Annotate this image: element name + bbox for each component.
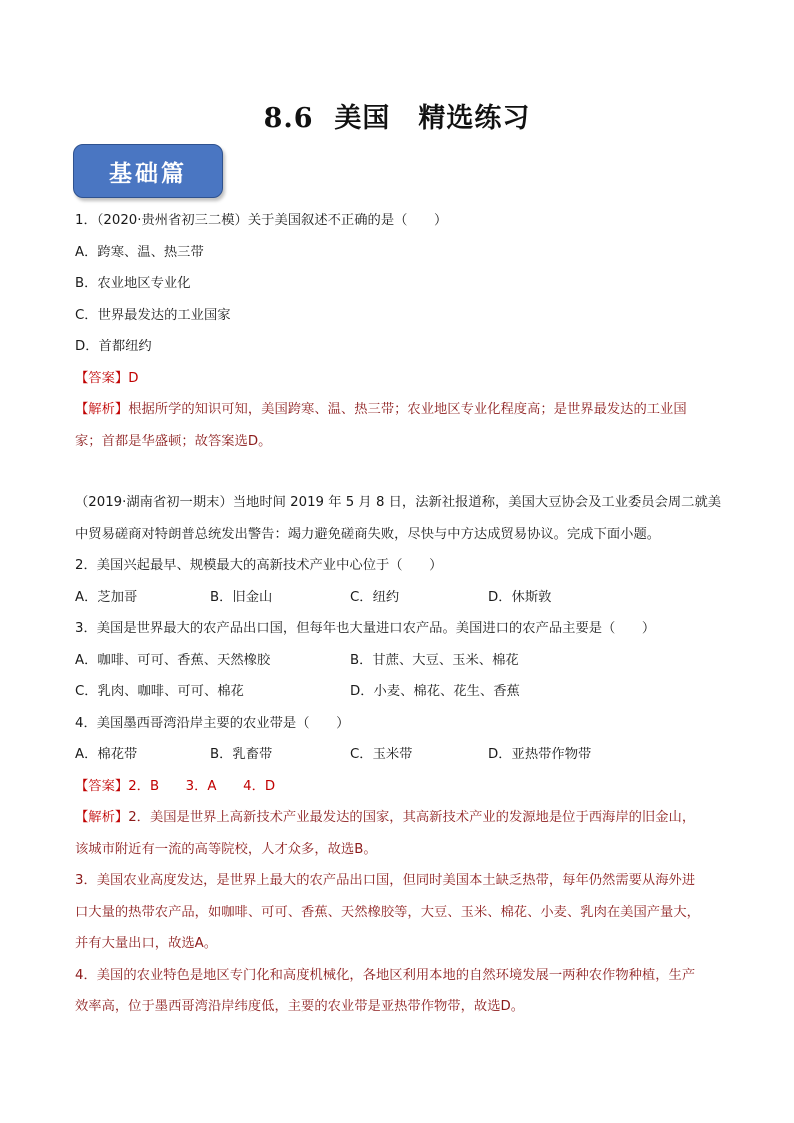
question-2-option-d: D．休斯敦 bbox=[488, 589, 552, 605]
analysis-q2-line-1 bbox=[75, 802, 735, 834]
question-3-options-row-1 bbox=[75, 645, 735, 677]
question-1-analysis-line-2: 家；首都是华盛顿；故答案选D。 bbox=[75, 433, 272, 449]
question-4-option-a: A．棉花带 bbox=[75, 747, 138, 762]
question-1-analysis-line-1 bbox=[75, 394, 735, 426]
page-title: 8.6 美国 精选练习 bbox=[263, 103, 531, 134]
question-4-option-d: D．亚热带作物带 bbox=[488, 747, 592, 762]
question-4-option-b: B．乳畜带 bbox=[210, 747, 273, 762]
question-1-answer bbox=[75, 363, 735, 395]
analysis-q3-line-2: 口大量的热带农产品，如咖啡、可可、香蕉、天然橡胶等，大豆、玉米、棉花、小麦、乳肉在美国产量大， bbox=[75, 904, 700, 920]
question-4-stem: 4．美国墨西哥湾沿岸主要的农业带是（ ） bbox=[75, 715, 350, 731]
document-body bbox=[75, 205, 735, 1023]
question-4-option-c: C．玉米带 bbox=[350, 747, 413, 762]
analysis-q4-line-1: 4．美国的农业特色是地区专门化和高度机械化，各地区利用本地的自然环境发展一两种农作物种植，生产 bbox=[75, 967, 696, 983]
question-3-stem: 3．美国是世界最大的农产品出口国，但每年也大量进口农产品。美国进口的农产品主要是（ ） bbox=[75, 621, 656, 636]
question-1-option-b: B．农业地区专业化 bbox=[75, 276, 191, 291]
analysis-q3-line-3: 并有大量出口，故选A。 bbox=[75, 936, 218, 951]
question-1-option-c: C．世界最发达的工业国家 bbox=[75, 307, 231, 323]
group-intro-line-2: 中贸易磋商对特朗普总统发出警告：竭力避免磋商失败，尽快与中方达成贸易协议。完成下面小题。 bbox=[75, 526, 661, 542]
question-2-option-c: C．纽约 bbox=[350, 589, 400, 605]
question-3-option-a: A．咖啡、可可、香蕉、天然橡胶 bbox=[75, 652, 271, 668]
analysis-text: 根据所学的知识可知，美国跨寒、温、热三带；农业地区专业化程度高；是世界最发达的工业国 bbox=[128, 402, 687, 417]
group-intro-line-1: （2019·湖南省初一期末）当地时间 2019 年 5 月 8 日，法新社报道称，美国大豆协会及工业委员会周二就美 bbox=[75, 495, 722, 510]
answer-label: 【答案】 bbox=[75, 778, 129, 794]
question-4-options bbox=[75, 739, 735, 771]
answer-value: D bbox=[128, 370, 139, 386]
question-2-option-b: B．旧金山 bbox=[210, 589, 273, 605]
question-3-option-c: C．乳肉、咖啡、可可、棉花 bbox=[75, 684, 244, 699]
section-badge: 基础篇 bbox=[73, 144, 223, 198]
question-2-stem: 2．美国兴起最早、规模最大的高新技术产业中心位于（ ） bbox=[75, 558, 443, 573]
question-1-option-a: A．跨寒、温、热三带 bbox=[75, 244, 204, 260]
answer-label: 【答案】 bbox=[75, 370, 129, 386]
question-1-option-d: D．首都纽约 bbox=[75, 339, 152, 354]
analysis-label: 【解析】 bbox=[75, 402, 129, 417]
question-3-option-b: B．甘蔗、大豆、玉米、棉花 bbox=[350, 652, 519, 668]
analysis-label: 【解析】 bbox=[75, 810, 129, 825]
group-answer bbox=[75, 771, 735, 803]
question-3-option-d: D．小麦、棉花、花生、香蕉 bbox=[350, 684, 520, 699]
answer-values: 2．B 3．A 4．D bbox=[128, 778, 276, 794]
analysis-q3-line-1: 3．美国农业高度发达，是世界上最大的农产品出口国，但同时美国本土缺乏热带，每年仍然需要从海外进 bbox=[75, 873, 696, 888]
question-3-options-row-2 bbox=[75, 676, 735, 708]
analysis-q4-line-2: 效率高，位于墨西哥湾沿岸纬度低，主要的农业带是亚热带作物带，故选D。 bbox=[75, 999, 525, 1014]
analysis-q2-line-2: 该城市附近有一流的高等院校，人才众多，故选B。 bbox=[75, 841, 377, 857]
question-2-option-a: A．芝加哥 bbox=[75, 589, 138, 605]
question-2-options bbox=[75, 582, 735, 614]
analysis-text: 2．美国是世界上高新技术产业最发达的国家，其高新技术产业的发源地是位于西海岸的旧金山， bbox=[128, 810, 696, 825]
question-1-stem: 1．（2020·贵州省初三二模）关于美国叙述不正确的是（ ） bbox=[75, 213, 448, 228]
